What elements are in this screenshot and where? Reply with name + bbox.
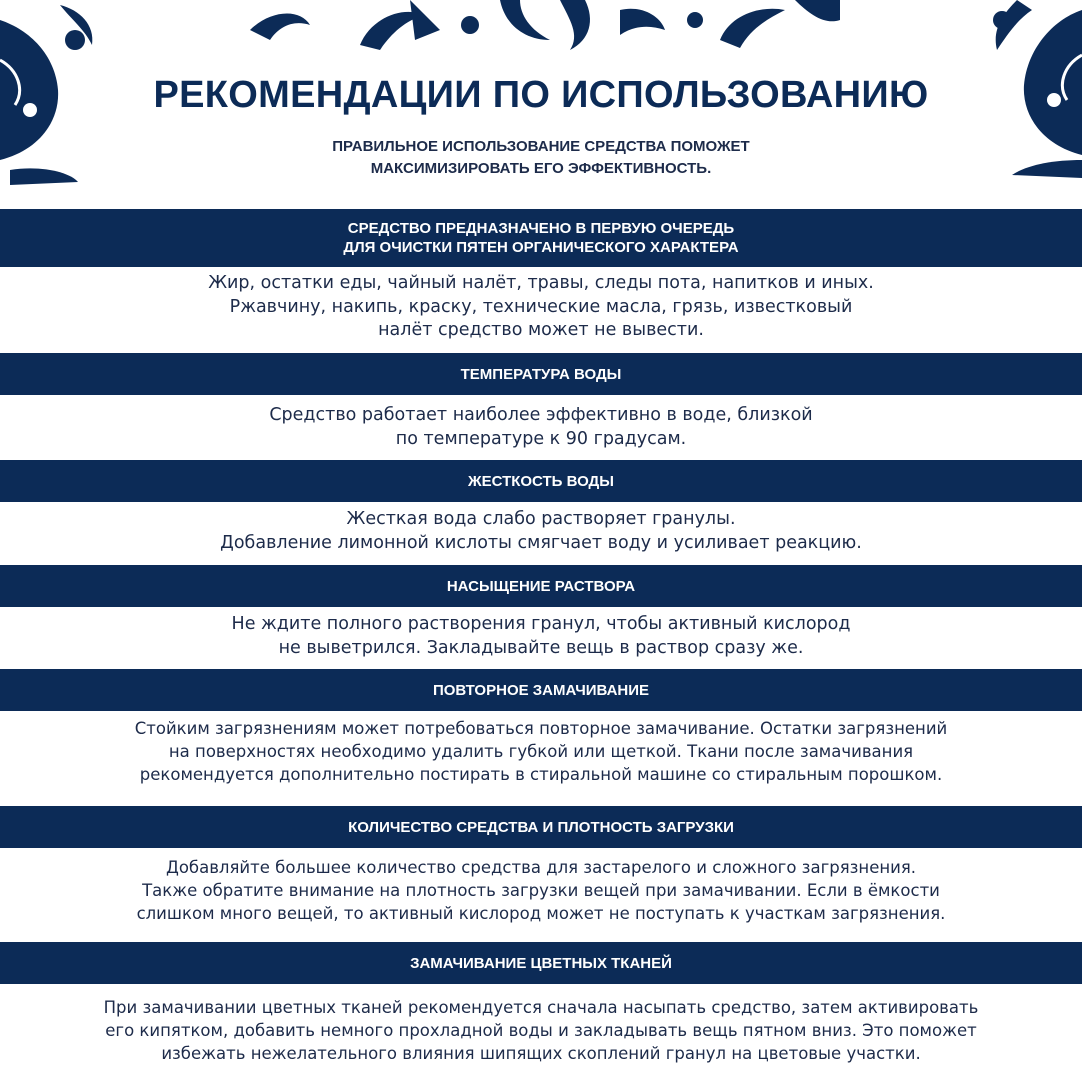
section-heading-water-hardness: ЖЕСТКОСТЬ ВОДЫ [0, 460, 1082, 502]
section-heading-repeated-soaking: ПОВТОРНОЕ ЗАМАЧИВАНИЕ [0, 669, 1082, 711]
section-heading-water-temperature: ТЕМПЕРАТУРА ВОДЫ [0, 353, 1082, 395]
section-heading-organic-stains: СРЕДСТВО ПРЕДНАЗНАЧЕНО В ПЕРВУЮ ОЧЕРЕДЬ ДЛЯ ОЧИСТКИ ПЯТЕН ОРГАНИЧЕСКОГО ХАРАКТЕРА [0, 209, 1082, 267]
section-text-solution-saturation: Не ждите полного растворения гранул, чтобы активный кислород не выветрился. Закладывайте вещь в раствор сразу же. [231, 614, 851, 658]
section-heading-solution-saturation: НАСЫЩЕНИЕ РАСТВОРА [0, 565, 1082, 607]
section-heading-colored-fabrics: ЗАМАЧИВАНИЕ ЦВЕТНЫХ ТКАНЕЙ [0, 942, 1082, 984]
section-text-water-temperature: Средство работает наиболее эффективно в воде, близкой по температуре к 90 градусам. [269, 405, 813, 449]
page-header [0, 0, 1082, 205]
page-title: РЕКОМЕНДАЦИИ ПО ИСПОЛЬЗОВАНИЮ [153, 74, 929, 116]
section-text-amount-and-load: Добавляйте большее количество средства для застарелого и сложного загрязнения. Также обратите внимание на плотность загрузки вещей при замачивании. Если в ёмкости слишком много вещей, то активный кислород может не поступать к участкам загрязнения. [136, 858, 946, 923]
section-text-water-hardness: Жесткая вода слабо растворяет гранулы. Добавление лимонной кислоты смягчает воду и усиливает реакцию. [220, 509, 862, 553]
section-text-colored-fabrics: При замачивании цветных тканей рекомендуется сначала насыпать средство, затем активировать его кипятком, добавить немного прохладной воды и закладывать вещь пятном вниз. Это поможет избежать нежелательного влияния шипящих скоплений гранул на цветовые участки. [103, 998, 979, 1063]
section-text-organic-stains: Жир, остатки еды, чайный налёт, травы, следы пота, напитков и иных. Ржавчину, накипь, краску, технические масла, грязь, известковый налёт средство может не вывести. [208, 273, 874, 340]
section-text-repeated-soaking: Стойким загрязнениям может потребоваться повторное замачивание. Остатки загрязнений на поверхностях необходимо удалить губкой или щеткой. Ткани после замачивания рекомендуется дополнительно постирать в стиральной машине со стиральным порошком. [134, 719, 948, 784]
section-heading-amount-and-load: КОЛИЧЕСТВО СРЕДСТВА И ПЛОТНОСТЬ ЗАГРУЗКИ [0, 806, 1082, 848]
page-subtitle: ПРАВИЛЬНОЕ ИСПОЛЬЗОВАНИЕ СРЕДСТВА ПОМОЖЕТ МАКСИМИЗИРОВАТЬ ЕГО ЭФФЕКТИВНОСТЬ. [332, 138, 750, 177]
